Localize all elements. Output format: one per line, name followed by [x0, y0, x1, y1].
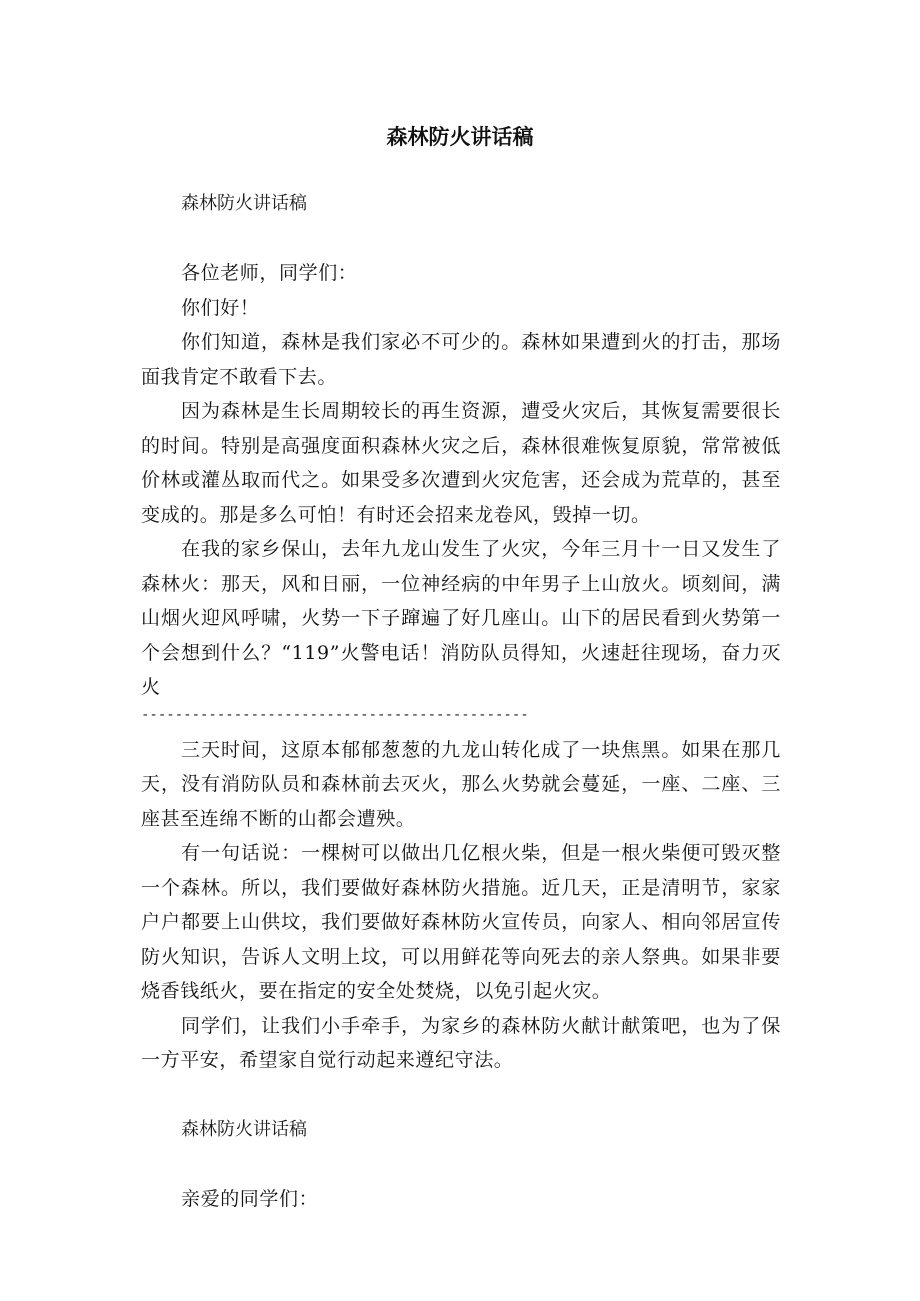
body-paragraph: 同学们，让我们小手牵手，为家乡的森林防火献计献策吧，也为了保一方平安，希望家自觉行动起来遵纪守法。	[141, 1014, 781, 1071]
spacer	[141, 1078, 781, 1116]
salutation: 各位老师，同学们：	[181, 262, 358, 284]
spacer	[141, 218, 781, 256]
document-title: 森林防火讲话稿	[386, 125, 534, 149]
speech-heading: 森林防火讲话稿	[181, 193, 307, 214]
speech-heading: 森林防火讲话稿	[181, 1118, 307, 1140]
spacer	[141, 725, 781, 733]
spacer	[141, 1144, 781, 1182]
body-paragraph: 三天时间，这原本郁郁葱葱的九龙山转化成了一块焦黑。如果在那几天，没有消防队员和森林前去灭火，那么火势就会蔓延，一座、二座、三座甚至连绵不断的山都会遭殃。	[141, 738, 781, 830]
body-paragraph: 因为森林是生长周期较长的再生资源，遭受火灾后，其恢复需要很长的时间。特别是高强度面积森林火灾之后，森林很难恢复原貌，常常被低价林或灌丛取而代之。如果受多次遭到火灾危害，还会成为荒草的，甚至变成的。那是多么可怕！有时还会招来龙卷风，毁掉一切。	[141, 400, 781, 526]
body-paragraph: 在我的家乡保山，去年九龙山发生了火灾，今年三月十一日又发生了森林火：那天，风和日丽，一位神经病的中年男子上山放火。顷刻间，满山烟火迎风呼啸，火势一下子蹿遍了好几座山。山下的居民看到火势第一个会想到什么？“119”火警电话！消防队员得知，火速赶往现场，奋力灭火	[141, 538, 781, 698]
body-paragraph: 有一句话说：一棵树可以做出几亿根火柴，但是一根火柴便可毁灭整一个森林。所以，我们要做好森林防火措施。近几天，正是清明节，家家户户都要上山供坟，我们要做好森林防火宣传员，向家人、相向邻居宣传防火知识，告诉人文明上坟，可以用鲜花等向死去的亲人祭典。如果非要烧香钱纸火，要在指定的安全处焚烧，以免引起火灾。	[141, 842, 781, 1002]
dash-separator: ----------------------------------------------	[141, 706, 529, 723]
body-paragraph: 你们知道，森林是我们家必不可少的。森林如果遭到火的打击，那场面我肯定不敢看下去。	[141, 331, 781, 388]
salutation: 亲爱的同学们：	[181, 1187, 319, 1210]
greeting: 你们好！	[181, 296, 260, 319]
document-body	[141, 190, 781, 1216]
